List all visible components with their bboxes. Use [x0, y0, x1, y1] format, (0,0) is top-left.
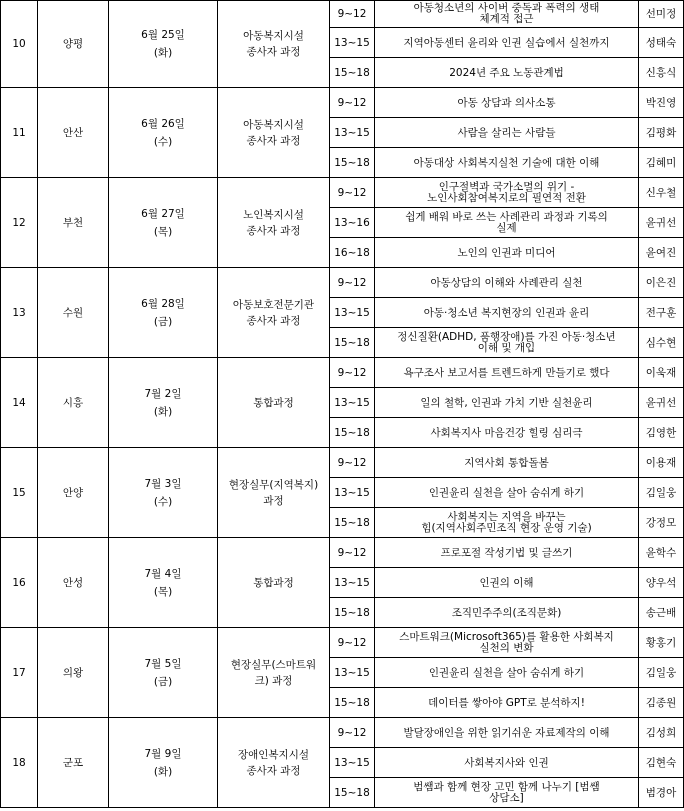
target-course-cell — [218, 268, 330, 358]
session-topic-line: 2024년 주요 노동관계법 — [449, 66, 564, 79]
date-cell — [109, 1, 218, 88]
session-topic-line: 아동 상담과 의사소통 — [457, 96, 556, 109]
weekday-text: (금) — [153, 675, 173, 688]
session-topic-line: 데이터를 쌓아야 GPT로 분석하지! — [428, 696, 585, 709]
session-time: 13~15 — [330, 118, 375, 148]
session-topic-line: 사람을 살리는 사람들 — [457, 126, 556, 139]
session-topic-line: 조직민주주의(조직문화) — [451, 606, 562, 619]
region-cell: 부천 — [38, 178, 109, 268]
row-number: 17 — [1, 628, 38, 718]
session-time: 16~18 — [330, 238, 375, 268]
target-course-line: 종사자 과정 — [246, 134, 301, 147]
target-course-cell — [218, 538, 330, 628]
region-cell: 의왕 — [38, 628, 109, 718]
lecturer-name: 선미정 — [639, 1, 684, 28]
region-cell: 안산 — [38, 88, 109, 178]
row-number: 18 — [1, 718, 38, 808]
target-course-cell — [218, 448, 330, 538]
session-topic — [375, 358, 639, 388]
lecturer-name: 전구훈 — [639, 298, 684, 328]
lecturer-name: 이은진 — [639, 268, 684, 298]
target-course-line: 과정 — [263, 494, 284, 507]
session-time: 9~12 — [330, 718, 375, 748]
session-topic — [375, 718, 639, 748]
session-topic-line: 아동·청소년 복지현장의 인권과 윤리 — [423, 306, 590, 319]
session-topic — [375, 478, 639, 508]
row-number: 12 — [1, 178, 38, 268]
session-topic-line: 인권윤리 실천을 살아 숨쉬게 하기 — [428, 666, 585, 679]
session-topic-line: 사회복지는 지역을 바꾸는 — [447, 510, 566, 523]
lecturer-name: 황홍기 — [639, 628, 684, 658]
date-text: 7월 9일 — [144, 747, 182, 760]
session-topic — [375, 238, 639, 268]
session-time: 15~18 — [330, 688, 375, 718]
session-time: 13~15 — [330, 658, 375, 688]
row-number: 16 — [1, 538, 38, 628]
weekday-text: (목) — [153, 585, 173, 598]
session-topic-line: 정신질환(ADHD, 품행장애)를 가진 아동·청소년 — [397, 330, 616, 343]
session-topic-line: 아동대상 사회복지실천 기술에 대한 이해 — [413, 156, 600, 169]
region-cell: 군포 — [38, 718, 109, 808]
session-topic-line: 사회복지사와 인권 — [464, 756, 549, 769]
target-course-line: 아동복지시설 — [243, 30, 304, 42]
lecturer-name: 윤귀선 — [639, 388, 684, 418]
session-topic — [375, 448, 639, 478]
date-cell — [109, 718, 218, 808]
target-course-cell — [218, 628, 330, 718]
region-cell: 안양 — [38, 448, 109, 538]
lecturer-name: 신우철 — [639, 178, 684, 208]
session-topic-line: 범쌤과 함께 현장 고민 함께 나누기 [범쌤 — [413, 780, 600, 793]
row-number: 13 — [1, 268, 38, 358]
date-cell — [109, 538, 218, 628]
session-topic-line: 사회복지사 마음건강 힐링 심리극 — [430, 426, 583, 439]
lecturer-name: 신흥식 — [639, 58, 684, 88]
session-topic — [375, 778, 639, 808]
date-text: 6월 27일 — [141, 207, 185, 220]
session-time: 13~15 — [330, 388, 375, 418]
session-time: 9~12 — [330, 268, 375, 298]
table-row — [1, 268, 684, 298]
lecturer-name: 박진영 — [639, 88, 684, 118]
weekday-text: (금) — [153, 315, 173, 328]
lecturer-name: 김종원 — [639, 688, 684, 718]
table-row — [1, 178, 684, 208]
session-topic — [375, 28, 639, 58]
row-number: 10 — [1, 1, 38, 88]
schedule-body — [1, 1, 684, 808]
session-topic-line: 이해 및 개입 — [477, 341, 536, 354]
session-topic — [375, 268, 639, 298]
session-topic — [375, 688, 639, 718]
lecturer-name: 김일웅 — [639, 478, 684, 508]
table-row — [1, 1, 684, 28]
session-topic-line: 지역사회 통합돌봄 — [464, 456, 549, 469]
session-time: 13~15 — [330, 568, 375, 598]
region-cell: 시흥 — [38, 358, 109, 448]
session-topic — [375, 388, 639, 418]
session-time: 9~12 — [330, 628, 375, 658]
target-course-line: 종사자 과정 — [246, 314, 301, 327]
session-topic — [375, 538, 639, 568]
session-time: 9~12 — [330, 1, 375, 28]
session-topic — [375, 58, 639, 88]
date-text: 7월 3일 — [144, 477, 182, 490]
session-topic — [375, 88, 639, 118]
date-cell — [109, 358, 218, 448]
target-course-line: 종사자 과정 — [246, 224, 301, 237]
session-topic-line: 실제 — [496, 221, 517, 234]
session-time: 9~12 — [330, 88, 375, 118]
session-time: 13~15 — [330, 298, 375, 328]
row-number: 11 — [1, 88, 38, 178]
session-topic-line: 인권윤리 실천을 살아 숨쉬게 하기 — [428, 486, 585, 499]
target-course-cell — [218, 178, 330, 268]
region-cell: 안성 — [38, 538, 109, 628]
weekday-text: (목) — [153, 225, 173, 238]
date-text: 6월 25일 — [141, 29, 185, 41]
lecturer-name: 심수현 — [639, 328, 684, 358]
lecturer-name: 범경아 — [639, 778, 684, 808]
session-topic-line: 인구절벽과 국가소멸의 위기 - — [438, 180, 575, 193]
session-topic — [375, 508, 639, 538]
session-topic-line: 노인의 인권과 미디어 — [457, 246, 556, 259]
target-course-cell — [218, 1, 330, 88]
session-time: 9~12 — [330, 358, 375, 388]
session-topic — [375, 658, 639, 688]
session-topic-line: 실천의 변화 — [479, 641, 534, 654]
session-topic-line: 스마트워크(Microsoft365)를 활용한 사회복지 — [399, 630, 614, 643]
date-text: 6월 26일 — [141, 117, 185, 130]
table-row — [1, 448, 684, 478]
session-topic-line: 힘(지역사회주민조직 현장 운영 기술) — [421, 521, 592, 534]
session-topic-line: 상담소] — [489, 791, 524, 804]
session-time: 13~15 — [330, 748, 375, 778]
session-topic-line: 체계적 접근 — [479, 13, 534, 25]
session-topic-line: 프로포절 작성기법 및 글쓰기 — [440, 546, 573, 559]
date-cell — [109, 628, 218, 718]
weekday-text: (수) — [153, 135, 173, 148]
target-course-line: 종사자 과정 — [246, 46, 301, 58]
date-cell — [109, 178, 218, 268]
session-topic-line: 인권의 이해 — [479, 576, 534, 589]
session-time: 13~15 — [330, 478, 375, 508]
date-text: 7월 4일 — [144, 567, 182, 580]
session-topic — [375, 1, 639, 28]
session-topic — [375, 298, 639, 328]
session-time: 15~18 — [330, 328, 375, 358]
target-course-line: 통합과정 — [253, 396, 294, 409]
session-topic-line: 아동상담의 이해와 사례관리 실천 — [430, 276, 583, 289]
session-topic-line: 쉽게 배워 바로 쓰는 사례관리 과정과 기록의 — [405, 210, 608, 223]
session-topic-line: 노인사회참여복지로의 필연적 전환 — [427, 191, 586, 204]
session-topic-line: 욕구조사 보고서를 트렌드하게 만들기로 했다 — [403, 366, 610, 379]
session-time: 13~16 — [330, 208, 375, 238]
lecturer-name: 김성희 — [639, 718, 684, 748]
session-topic-line: 지역아동센터 윤리와 인권 실습에서 실천까지 — [403, 36, 610, 49]
lecturer-name: 김영한 — [639, 418, 684, 448]
session-time: 9~12 — [330, 538, 375, 568]
lecturer-name: 김혜미 — [639, 148, 684, 178]
target-course-line: 현장실무(지역복지) — [228, 478, 319, 491]
session-time: 15~18 — [330, 778, 375, 808]
lecturer-name: 김평화 — [639, 118, 684, 148]
session-time: 15~18 — [330, 598, 375, 628]
target-course-line: 통합과정 — [253, 576, 294, 589]
session-topic-line: 아동청소년의 사이버 중독과 폭력의 생태 — [413, 2, 600, 14]
lecturer-name: 이용재 — [639, 448, 684, 478]
session-topic — [375, 178, 639, 208]
date-text: 6월 28일 — [141, 297, 185, 310]
target-course-cell — [218, 88, 330, 178]
target-course-cell — [218, 718, 330, 808]
session-topic — [375, 118, 639, 148]
lecturer-name: 김현숙 — [639, 748, 684, 778]
session-topic — [375, 598, 639, 628]
date-cell — [109, 88, 218, 178]
session-time: 9~12 — [330, 448, 375, 478]
weekday-text: (화) — [153, 765, 173, 778]
session-time: 15~18 — [330, 58, 375, 88]
session-topic — [375, 748, 639, 778]
session-time: 15~18 — [330, 508, 375, 538]
session-topic — [375, 328, 639, 358]
lecturer-name: 윤여진 — [639, 238, 684, 268]
session-topic — [375, 148, 639, 178]
target-course-line: 장애인복지시설 — [237, 748, 309, 761]
date-text: 7월 5일 — [144, 657, 182, 670]
target-course-line: 아동보호전문기관 — [232, 298, 315, 311]
weekday-text: (수) — [153, 495, 173, 508]
table-row — [1, 358, 684, 388]
target-course-line: 노인복지시설 — [243, 208, 304, 221]
lecturer-name: 이욱재 — [639, 358, 684, 388]
lecturer-name: 성태숙 — [639, 28, 684, 58]
session-topic-line: 발달장애인을 위한 읽기쉬운 자료제작의 이해 — [403, 726, 610, 739]
table-row — [1, 538, 684, 568]
lecturer-name: 강정모 — [639, 508, 684, 538]
lecturer-name: 송근배 — [639, 598, 684, 628]
session-topic — [375, 568, 639, 598]
region-cell: 양평 — [38, 1, 109, 88]
table-row — [1, 718, 684, 748]
session-topic — [375, 208, 639, 238]
table-row — [1, 88, 684, 118]
target-course-line: 종사자 과정 — [246, 764, 301, 777]
row-number: 14 — [1, 358, 38, 448]
date-text: 7월 2일 — [144, 387, 182, 400]
target-course-line: 현장실무(스마트워 — [230, 658, 317, 671]
lecturer-name: 김일웅 — [639, 658, 684, 688]
target-course-line: 아동복지시설 — [243, 118, 304, 131]
session-topic — [375, 628, 639, 658]
session-topic — [375, 418, 639, 448]
weekday-text: (화) — [153, 47, 173, 59]
lecturer-name: 윤학수 — [639, 538, 684, 568]
session-time: 15~18 — [330, 148, 375, 178]
date-cell — [109, 268, 218, 358]
target-course-line: 크) 과정 — [254, 674, 293, 687]
row-number: 15 — [1, 448, 38, 538]
lecturer-name: 양우석 — [639, 568, 684, 598]
region-cell: 수원 — [38, 268, 109, 358]
date-cell — [109, 448, 218, 538]
weekday-text: (화) — [153, 405, 173, 418]
session-time: 9~12 — [330, 178, 375, 208]
table-row — [1, 628, 684, 658]
session-time: 15~18 — [330, 418, 375, 448]
session-topic-line: 일의 철학, 인권과 가치 기반 실천윤리 — [420, 396, 593, 409]
session-time: 13~15 — [330, 28, 375, 58]
lecturer-name: 윤귀선 — [639, 208, 684, 238]
target-course-cell — [218, 358, 330, 448]
